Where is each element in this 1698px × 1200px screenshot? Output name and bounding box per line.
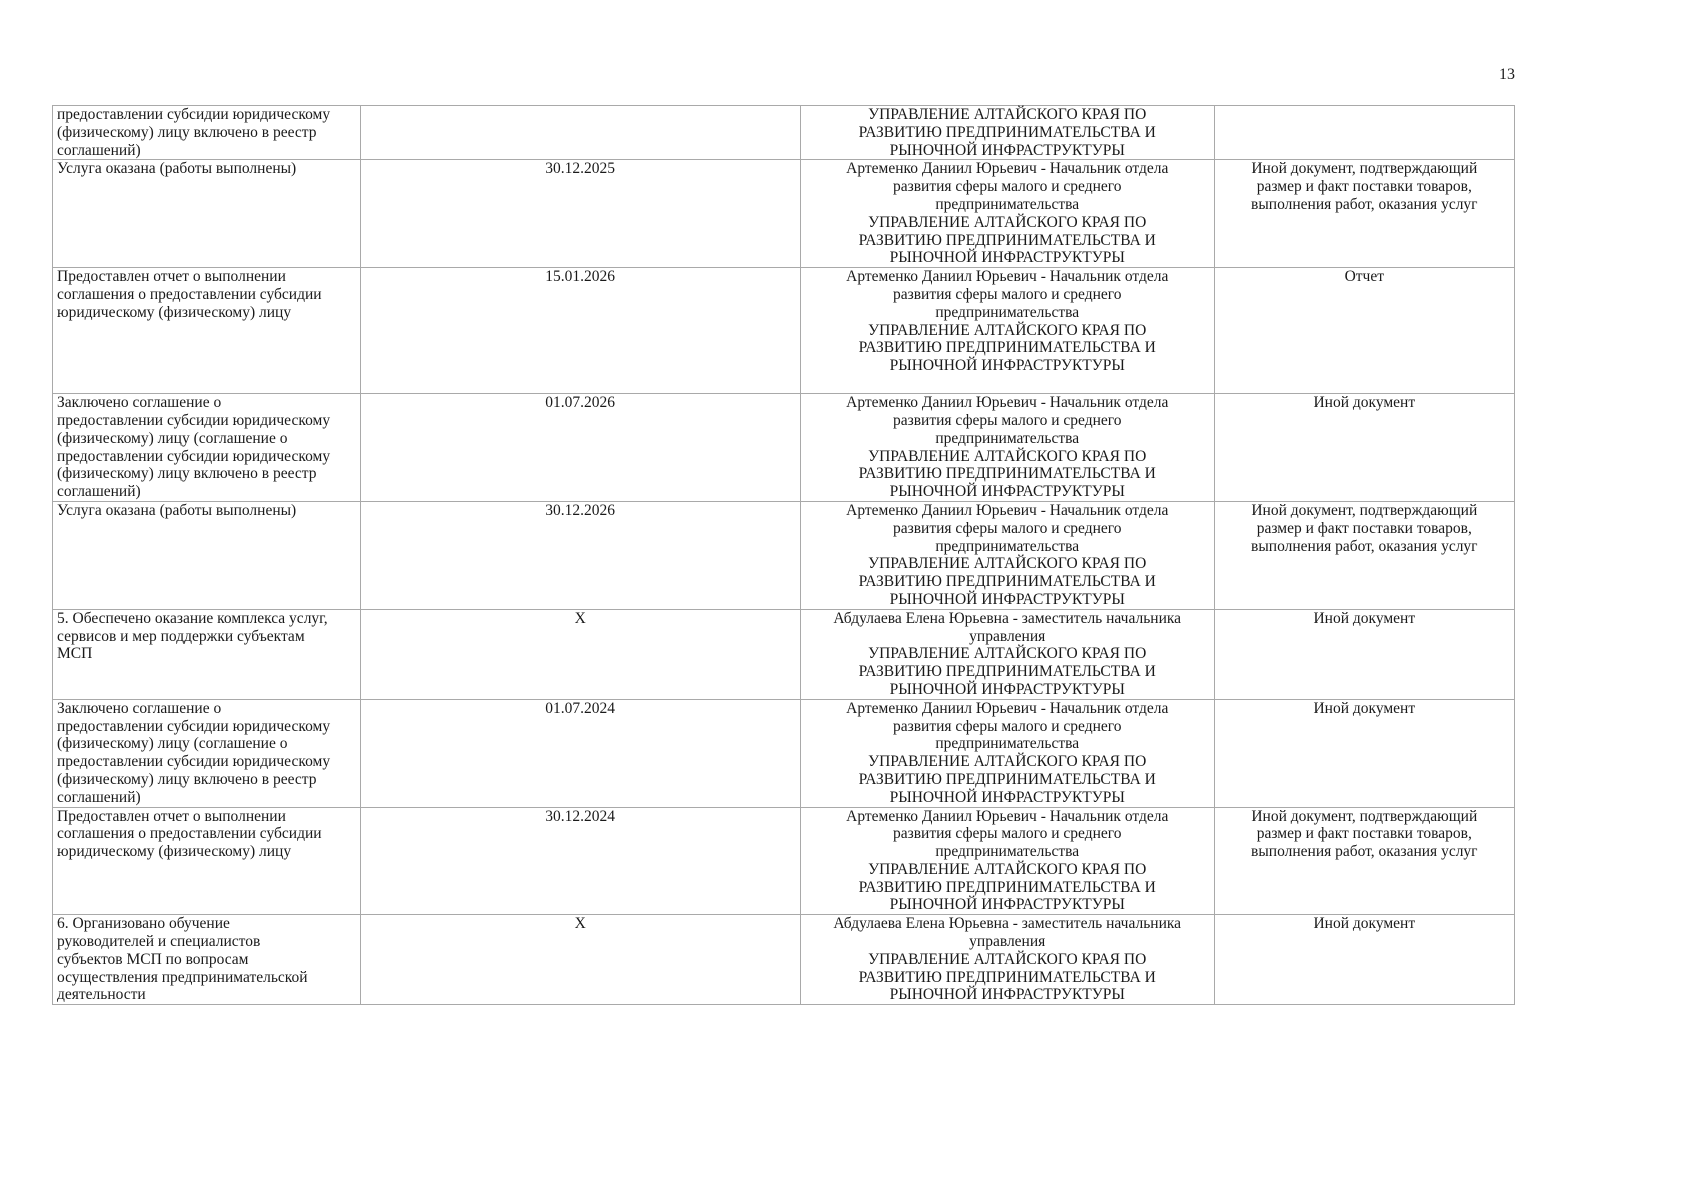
organization-line: РЫНОЧНОЙ ИНФРАСТРУКТУРЫ — [889, 680, 1125, 698]
document-type-cell — [1214, 160, 1514, 268]
responsible-person-line: развития сферы малого и среднего — [892, 717, 1122, 735]
organization-line: УПРАВЛЕНИЕ АЛТАЙСКОГО КРАЯ ПО — [868, 321, 1147, 339]
document-type-line: выполнения работ, оказания услуг — [1251, 843, 1478, 861]
organization-line: РЫНОЧНОЙ ИНФРАСТРУКТУРЫ — [889, 788, 1125, 806]
organization-line: УПРАВЛЕНИЕ АЛТАЙСКОГО КРАЯ ПО — [868, 860, 1147, 878]
result-description-line: Услуга оказана (работы выполнены) — [57, 160, 297, 178]
responsible-cell — [800, 160, 1214, 268]
table-row — [53, 807, 1515, 915]
result-description-line: (физическому) лицу (соглашение о — [57, 735, 288, 753]
table-row — [53, 609, 1515, 699]
result-description-line: соглашений) — [57, 483, 141, 501]
organization-line: РЫНОЧНОЙ ИНФРАСТРУКТУРЫ — [889, 357, 1125, 375]
document-type-line: Иной документ, подтверждающий — [1251, 501, 1478, 519]
organization-line: УПРАВЛЕНИЕ АЛТАЙСКОГО КРАЯ ПО — [868, 213, 1147, 231]
result-description-line: Предоставлен отчет о выполнении — [57, 807, 286, 825]
responsible-person-line: предпринимательства — [935, 537, 1080, 555]
result-description-line: 6. Организовано обучение — [57, 915, 230, 933]
result-description-cell — [53, 394, 361, 502]
document-type-cell — [1214, 501, 1514, 609]
responsible-person-line: предпринимательства — [935, 735, 1080, 753]
result-description-line: (физическому) лицу включено в реестр — [57, 770, 317, 788]
responsible-cell — [800, 699, 1214, 807]
organization-line: УПРАВЛЕНИЕ АЛТАЙСКОГО КРАЯ ПО — [868, 106, 1147, 123]
document-type-line: Иной документ, подтверждающий — [1251, 160, 1478, 178]
table-row — [53, 106, 1515, 160]
result-description-line: осуществления предпринимательской — [57, 968, 308, 986]
date-cell — [360, 915, 800, 1005]
table-row — [53, 699, 1515, 807]
document-type-line: размер и факт поставки товаров, — [1256, 178, 1472, 196]
responsible-cell — [800, 268, 1214, 394]
responsible-person-line: развития сферы малого и среднего — [892, 519, 1122, 537]
responsible-person-line: Артеменко Даниил Юрьевич - Начальник отдела — [846, 268, 1169, 286]
result-description-line: соглашения о предоставлении субсидии — [57, 285, 322, 303]
organization-line: РЫНОЧНОЙ ИНФРАСТРУКТУРЫ — [889, 986, 1125, 1004]
result-description-line: (физическому) лицу (соглашение о — [57, 429, 288, 447]
organization-line: РАЗВИТИЮ ПРЕДПРИНИМАТЕЛЬСТВА И — [858, 770, 1156, 788]
result-description-line: предоставлении субсидии юридическому — [57, 106, 331, 123]
responsible-person-line: управления — [969, 627, 1046, 645]
date-value: 30.12.2026 — [545, 501, 616, 519]
document-type-line: Иной документ — [1313, 394, 1416, 412]
date-value: 15.01.2026 — [545, 268, 616, 286]
organization-line: УПРАВЛЕНИЕ АЛТАЙСКОГО КРАЯ ПО — [868, 753, 1147, 771]
table-row — [53, 160, 1515, 268]
organization-line: УПРАВЛЕНИЕ АЛТАЙСКОГО КРАЯ ПО — [868, 555, 1147, 573]
document-type-cell — [1214, 394, 1514, 502]
result-description-line: деятельности — [57, 986, 146, 1004]
responsible-person-line: развития сферы малого и среднего — [892, 411, 1122, 429]
result-description-cell — [53, 609, 361, 699]
table-row — [53, 915, 1515, 1005]
result-description-line: предоставлении субсидии юридическому — [57, 411, 331, 429]
organization-line: РАЗВИТИЮ ПРЕДПРИНИМАТЕЛЬСТВА И — [858, 878, 1156, 896]
result-description-cell — [53, 268, 361, 394]
responsible-cell — [800, 501, 1214, 609]
date-cell — [360, 699, 800, 807]
date-value: 01.07.2026 — [545, 394, 616, 412]
result-description-line: субъектов МСП по вопросам — [57, 950, 249, 968]
document-type-line: Иной документ — [1313, 699, 1416, 717]
responsible-cell — [800, 609, 1214, 699]
responsible-cell — [800, 915, 1214, 1005]
date-cell — [360, 106, 800, 160]
result-description-line: МСП — [57, 645, 93, 663]
date-cell — [360, 268, 800, 394]
organization-line: РАЗВИТИЮ ПРЕДПРИНИМАТЕЛЬСТВА И — [858, 231, 1156, 249]
date-value: X — [574, 915, 586, 933]
responsible-person-line: предпринимательства — [935, 843, 1080, 861]
responsible-person-line: управления — [969, 933, 1046, 951]
result-description-cell — [53, 160, 361, 268]
result-description-line: Заключено соглашение о — [57, 394, 222, 412]
result-description-line: предоставлении субсидии юридическому — [57, 717, 331, 735]
organization-line: РЫНОЧНОЙ ИНФРАСТРУКТУРЫ — [889, 141, 1125, 159]
result-description-line: юридическому (физическому) лицу — [57, 843, 292, 861]
organization-line: УПРАВЛЕНИЕ АЛТАЙСКОГО КРАЯ ПО — [868, 645, 1147, 663]
responsible-person-line: предпринимательства — [935, 303, 1080, 321]
date-cell — [360, 160, 800, 268]
document-type-cell — [1214, 699, 1514, 807]
document-type-cell — [1214, 915, 1514, 1005]
result-description-cell — [53, 106, 361, 160]
result-description-line: Предоставлен отчет о выполнении — [57, 268, 286, 286]
result-description-cell — [53, 699, 361, 807]
document-type-line: Иной документ — [1313, 609, 1416, 627]
date-cell — [360, 807, 800, 915]
document-type-cell — [1214, 807, 1514, 915]
result-description-line: Заключено соглашение о — [57, 699, 222, 717]
responsible-cell — [800, 106, 1214, 160]
responsible-person-line: развития сферы малого и среднего — [892, 825, 1122, 843]
result-description-line: сервисов и мер поддержки субъектам — [57, 627, 305, 645]
table-row — [53, 394, 1515, 502]
events-table — [52, 105, 1515, 1005]
result-description-line: предоставлении субсидии юридическому — [57, 447, 331, 465]
document-type-line: размер и факт поставки товаров, — [1256, 519, 1472, 537]
responsible-person-line: Абдулаева Елена Юрьевна - заместитель начальника — [833, 609, 1182, 627]
organization-line: УПРАВЛЕНИЕ АЛТАЙСКОГО КРАЯ ПО — [868, 950, 1147, 968]
responsible-person-line: развития сферы малого и среднего — [892, 178, 1122, 196]
organization-line: РАЗВИТИЮ ПРЕДПРИНИМАТЕЛЬСТВА И — [858, 968, 1156, 986]
result-description-line: Услуга оказана (работы выполнены) — [57, 501, 297, 519]
organization-line: РАЗВИТИЮ ПРЕДПРИНИМАТЕЛЬСТВА И — [858, 573, 1156, 591]
result-description-line: руководителей и специалистов — [57, 933, 261, 951]
responsible-person-line: развития сферы малого и среднего — [892, 285, 1122, 303]
result-description-cell — [53, 915, 361, 1005]
document-type-line: размер и факт поставки товаров, — [1256, 825, 1472, 843]
result-description-line: 5. Обеспечено оказание комплекса услуг, — [57, 609, 328, 627]
document-type-line: Иной документ, подтверждающий — [1251, 807, 1478, 825]
table-row — [53, 501, 1515, 609]
responsible-cell — [800, 394, 1214, 502]
responsible-cell — [800, 807, 1214, 915]
page-number: 13 — [1499, 66, 1515, 83]
result-description-line: соглашений) — [57, 788, 141, 806]
document-type-line: выполнения работ, оказания услуг — [1251, 195, 1478, 213]
responsible-person-line: Артеменко Даниил Юрьевич - Начальник отдела — [846, 394, 1169, 412]
responsible-person-line: Артеменко Даниил Юрьевич - Начальник отдела — [846, 807, 1169, 825]
document-type-line: выполнения работ, оказания услуг — [1251, 537, 1478, 555]
organization-line: РЫНОЧНОЙ ИНФРАСТРУКТУРЫ — [889, 249, 1125, 267]
result-description-cell — [53, 501, 361, 609]
document-type-cell — [1214, 106, 1514, 160]
organization-line: УПРАВЛЕНИЕ АЛТАЙСКОГО КРАЯ ПО — [868, 447, 1147, 465]
result-description-line: соглашений) — [57, 141, 141, 159]
date-value: X — [574, 609, 586, 627]
result-description-cell — [53, 807, 361, 915]
date-cell — [360, 501, 800, 609]
result-description-line: соглашения о предоставлении субсидии — [57, 825, 322, 843]
responsible-person-line: Абдулаева Елена Юрьевна - заместитель начальника — [833, 915, 1182, 933]
organization-line: РЫНОЧНОЙ ИНФРАСТРУКТУРЫ — [889, 590, 1125, 608]
events-table-body — [53, 106, 1515, 1005]
responsible-person-line: Артеменко Даниил Юрьевич - Начальник отдела — [846, 501, 1169, 519]
organization-line: РАЗВИТИЮ ПРЕДПРИНИМАТЕЛЬСТВА И — [858, 663, 1156, 681]
responsible-person-line: Артеменко Даниил Юрьевич - Начальник отдела — [846, 160, 1169, 178]
date-value: 01.07.2024 — [545, 699, 616, 717]
date-value: 30.12.2025 — [545, 160, 616, 178]
organization-line: РАЗВИТИЮ ПРЕДПРИНИМАТЕЛЬСТВА И — [858, 123, 1156, 141]
document-type-line: Иной документ — [1313, 915, 1416, 933]
date-cell — [360, 609, 800, 699]
responsible-person-line: предпринимательства — [935, 429, 1080, 447]
date-value: 30.12.2024 — [545, 807, 616, 825]
result-description-line: (физическому) лицу включено в реестр — [57, 465, 317, 483]
responsible-person-line: Артеменко Даниил Юрьевич - Начальник отдела — [846, 699, 1169, 717]
date-cell — [360, 394, 800, 502]
result-description-line: юридическому (физическому) лицу — [57, 303, 292, 321]
organization-line: РЫНОЧНОЙ ИНФРАСТРУКТУРЫ — [889, 896, 1125, 914]
table-row — [53, 268, 1515, 394]
organization-line: РАЗВИТИЮ ПРЕДПРИНИМАТЕЛЬСТВА И — [858, 339, 1156, 357]
result-description-line: (физическому) лицу включено в реестр — [57, 123, 317, 141]
responsible-person-line: предпринимательства — [935, 195, 1080, 213]
document-type-cell — [1214, 268, 1514, 394]
result-description-line: предоставлении субсидии юридическому — [57, 753, 331, 771]
document-type-cell — [1214, 609, 1514, 699]
organization-line: РЫНОЧНОЙ ИНФРАСТРУКТУРЫ — [889, 483, 1125, 501]
document-type-line: Отчет — [1344, 268, 1385, 286]
organization-line: РАЗВИТИЮ ПРЕДПРИНИМАТЕЛЬСТВА И — [858, 465, 1156, 483]
